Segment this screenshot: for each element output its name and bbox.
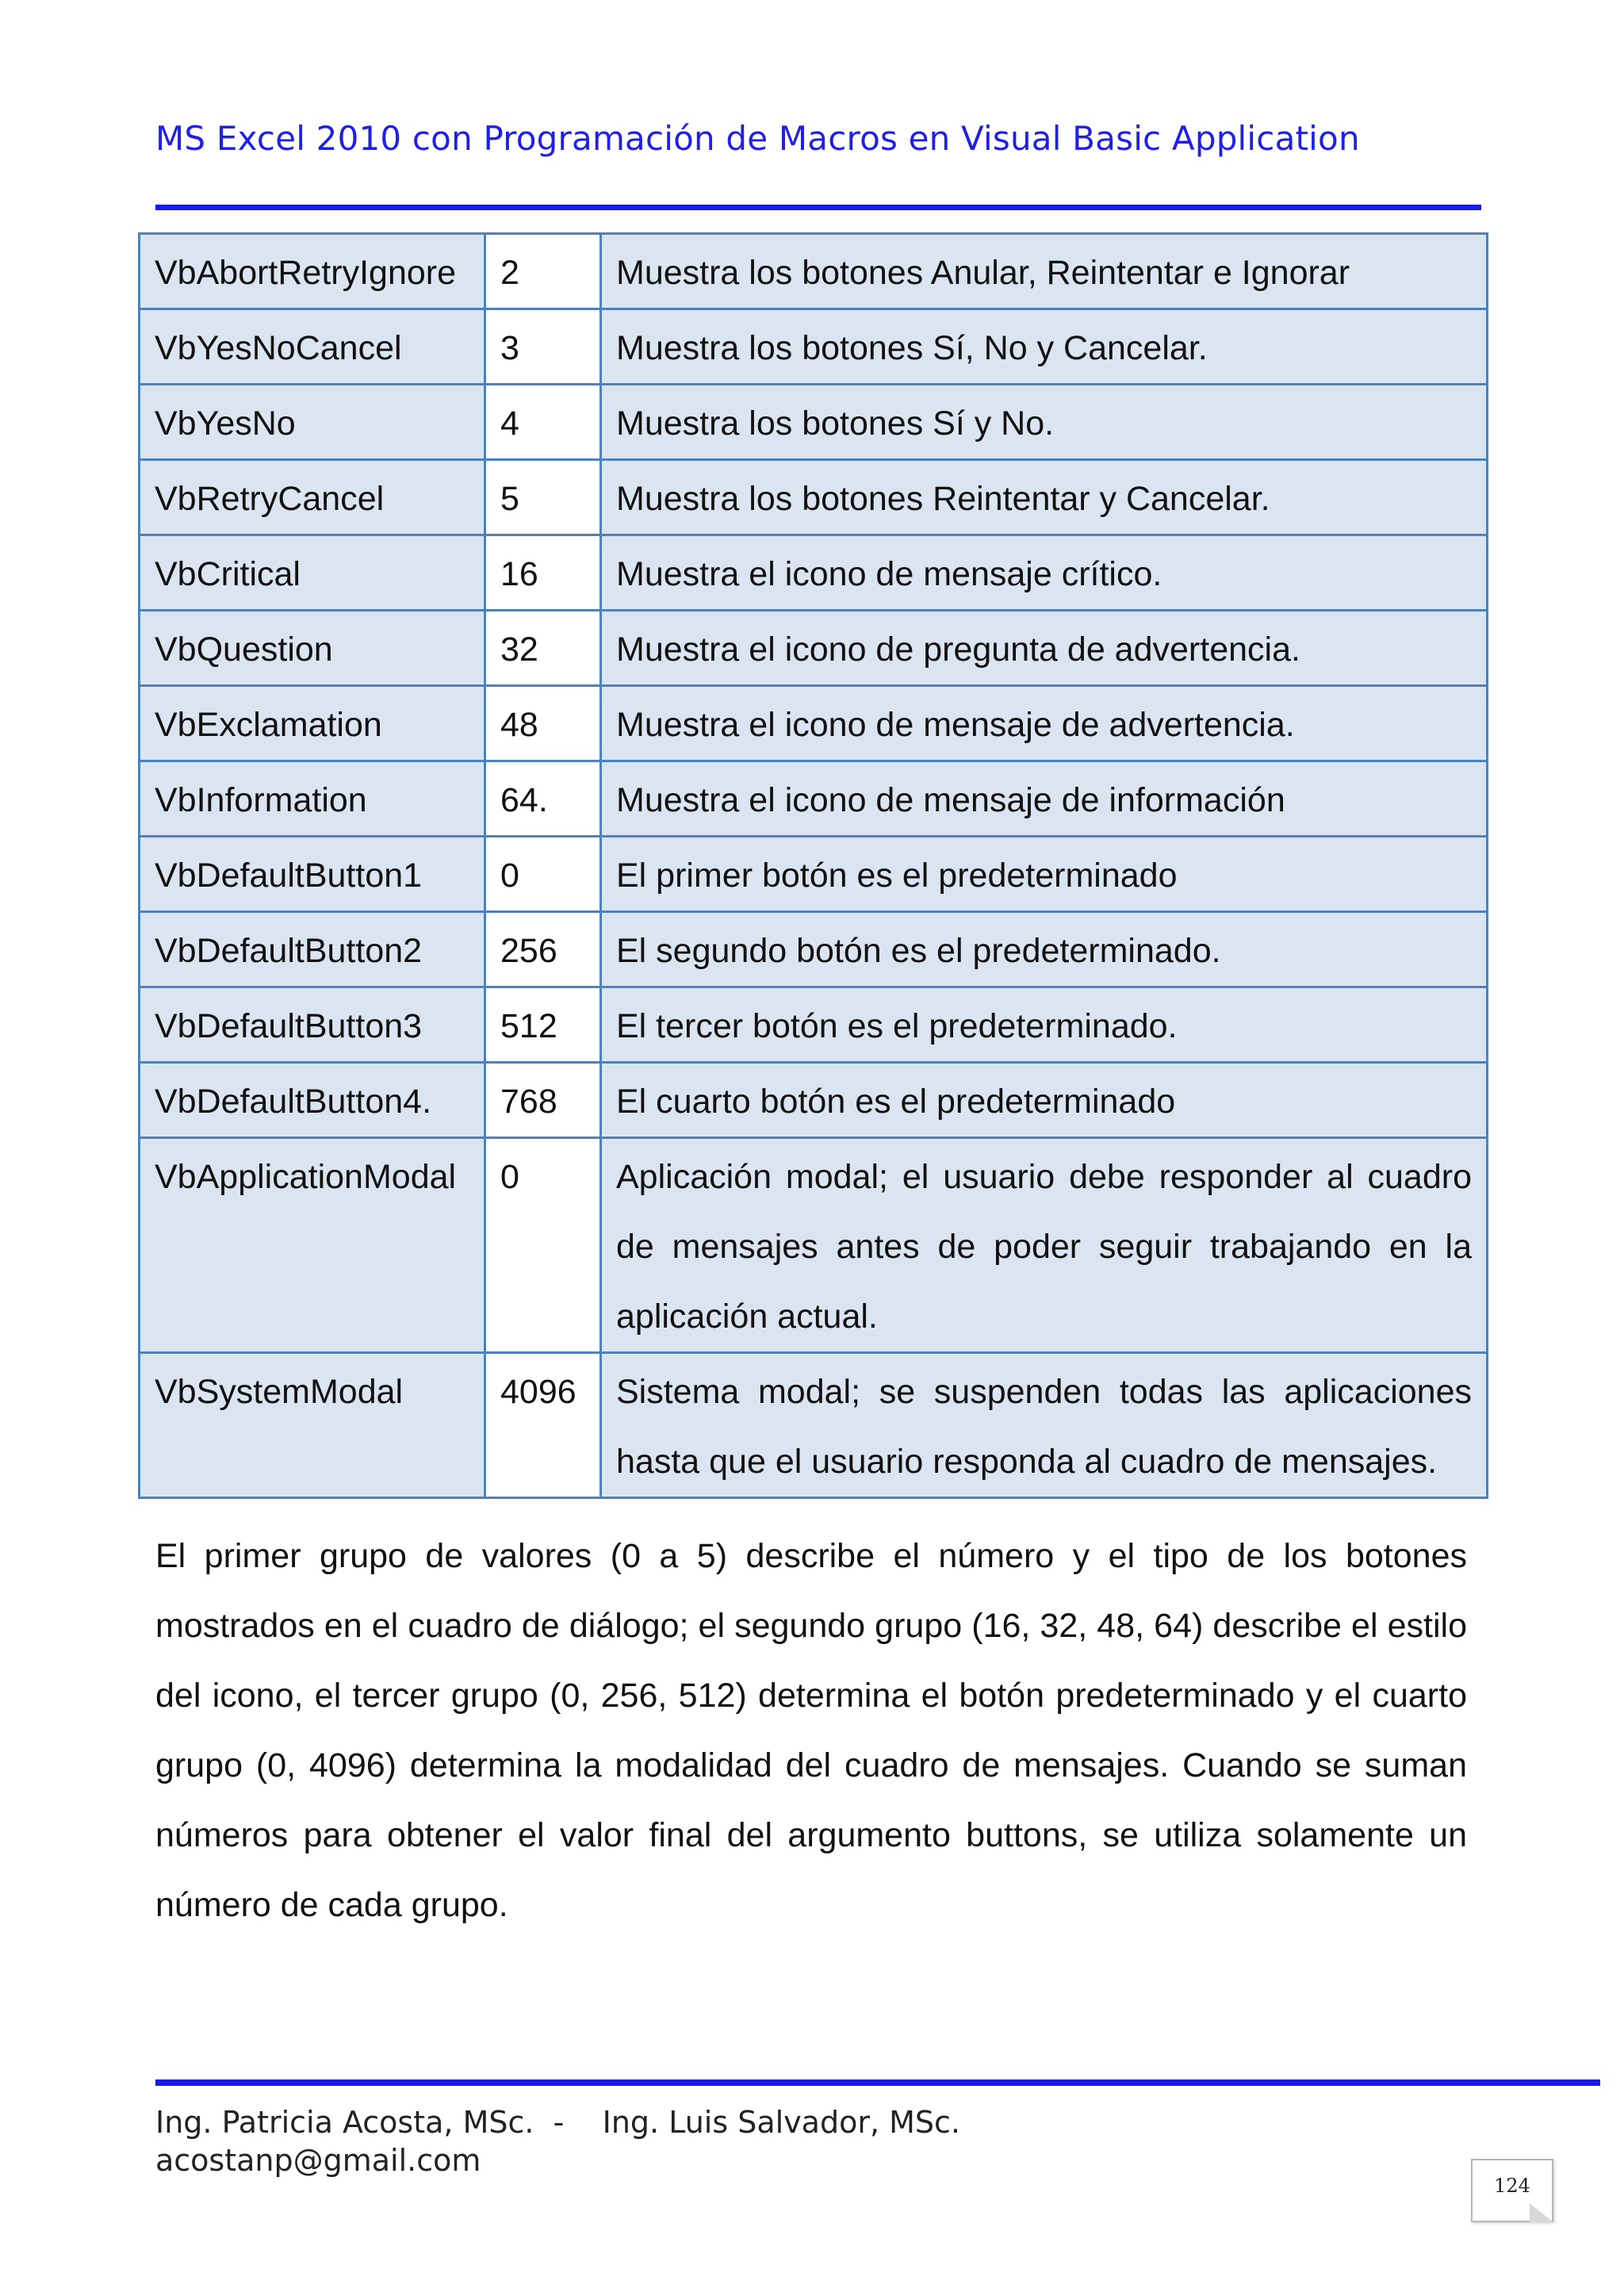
constant-description: Muestra los botones Anular, Reintentar e Ignorar: [601, 234, 1488, 309]
table-row: [140, 385, 1488, 460]
table-row: [140, 1353, 1488, 1498]
page-number-box: [1471, 2159, 1553, 2222]
table-row: [140, 912, 1488, 987]
table-row: [140, 761, 1488, 837]
constant-value: 32: [485, 611, 601, 686]
constant-name: VbExclamation: [140, 686, 485, 761]
footer-authors: Ing. Patricia Acosta, MSc. - Ing. Luis Salvador, MSc.: [155, 2105, 960, 2140]
constant-description: Muestra los botones Reintentar y Cancelar.: [601, 460, 1488, 535]
constant-value: 2: [485, 234, 601, 309]
constant-value: 16: [485, 535, 601, 611]
constant-value: 4: [485, 385, 601, 460]
constant-name: VbApplicationModal: [140, 1138, 485, 1353]
constant-value: 0: [485, 837, 601, 912]
constant-description: El cuarto botón es el predeterminado: [601, 1063, 1488, 1138]
table-row: [140, 611, 1488, 686]
constant-value: 512: [485, 987, 601, 1063]
header-divider: [155, 205, 1481, 210]
constant-name: VbYesNo: [140, 385, 485, 460]
msgbox-constants-table: [138, 232, 1488, 1499]
table-row: [140, 1138, 1488, 1353]
constant-value: 0: [485, 1138, 601, 1353]
constant-description: Muestra los botones Sí y No.: [601, 385, 1488, 460]
constant-name: VbDefaultButton4.: [140, 1063, 485, 1138]
table-row: [140, 234, 1488, 309]
constant-name: VbYesNoCancel: [140, 309, 485, 385]
page-number: 124: [1494, 2175, 1530, 2197]
constant-value: 48: [485, 686, 601, 761]
constant-description: El primer botón es el predeterminado: [601, 837, 1488, 912]
explanation-paragraph: El primer grupo de valores (0 a 5) describe el número y el tipo de los botones mostrados en el cuadro de diálogo; el segundo grupo (16, 32, 48, 64) describe el estilo del icono, el tercer grupo (0, 256, 512) determina el botón predeterminado y el cuarto grupo (0, 4096) determina la modalidad del cuadro de mensajes. Cuando se suman números para obtener el valor final del argumento buttons, se utiliza solamente un número de cada grupo.: [155, 1537, 1467, 1924]
table-row: [140, 535, 1488, 611]
constant-name: VbInformation: [140, 761, 485, 837]
constant-value: 5: [485, 460, 601, 535]
constant-description: El segundo botón es el predeterminado.: [601, 912, 1488, 987]
constant-description: Muestra el icono de mensaje de advertencia.: [601, 686, 1488, 761]
constant-value: 64.: [485, 761, 601, 837]
constant-value: 3: [485, 309, 601, 385]
constant-value: 4096: [485, 1353, 601, 1498]
folded-corner-icon: [1530, 2203, 1553, 2222]
table-row: [140, 1063, 1488, 1138]
constant-name: VbQuestion: [140, 611, 485, 686]
table-row: [140, 987, 1488, 1063]
constant-name: VbDefaultButton1: [140, 837, 485, 912]
constant-value: 768: [485, 1063, 601, 1138]
constant-description: Muestra los botones Sí, No y Cancelar.: [601, 309, 1488, 385]
constant-description: Aplicación modal; el usuario debe responder al cuadro de mensajes antes de poder seguir trabajando en la aplicación actual.: [601, 1138, 1488, 1353]
page-header-title: MS Excel 2010 con Programación de Macros en Visual Basic Application: [155, 119, 1360, 158]
constant-value: 256: [485, 912, 601, 987]
table-row: [140, 309, 1488, 385]
constant-description: El tercer botón es el predeterminado.: [601, 987, 1488, 1063]
constant-name: VbDefaultButton3: [140, 987, 485, 1063]
table-row: [140, 460, 1488, 535]
constant-description: Sistema modal; se suspenden todas las aplicaciones hasta que el usuario responda al cuadro de mensajes.: [601, 1353, 1488, 1498]
constant-name: VbAbortRetryIgnore: [140, 234, 485, 309]
constant-description: Muestra el icono de mensaje crítico.: [601, 535, 1488, 611]
constant-name: VbRetryCancel: [140, 460, 485, 535]
constant-name: VbSystemModal: [140, 1353, 485, 1498]
table-row: [140, 837, 1488, 912]
table-row: [140, 686, 1488, 761]
constant-name: VbCritical: [140, 535, 485, 611]
constant-description: Muestra el icono de pregunta de advertencia.: [601, 611, 1488, 686]
constant-name: VbDefaultButton2: [140, 912, 485, 987]
footer-email: acostanp@gmail.com: [155, 2143, 481, 2178]
constant-description: Muestra el icono de mensaje de información: [601, 761, 1488, 837]
footer-divider: [155, 2079, 1600, 2086]
